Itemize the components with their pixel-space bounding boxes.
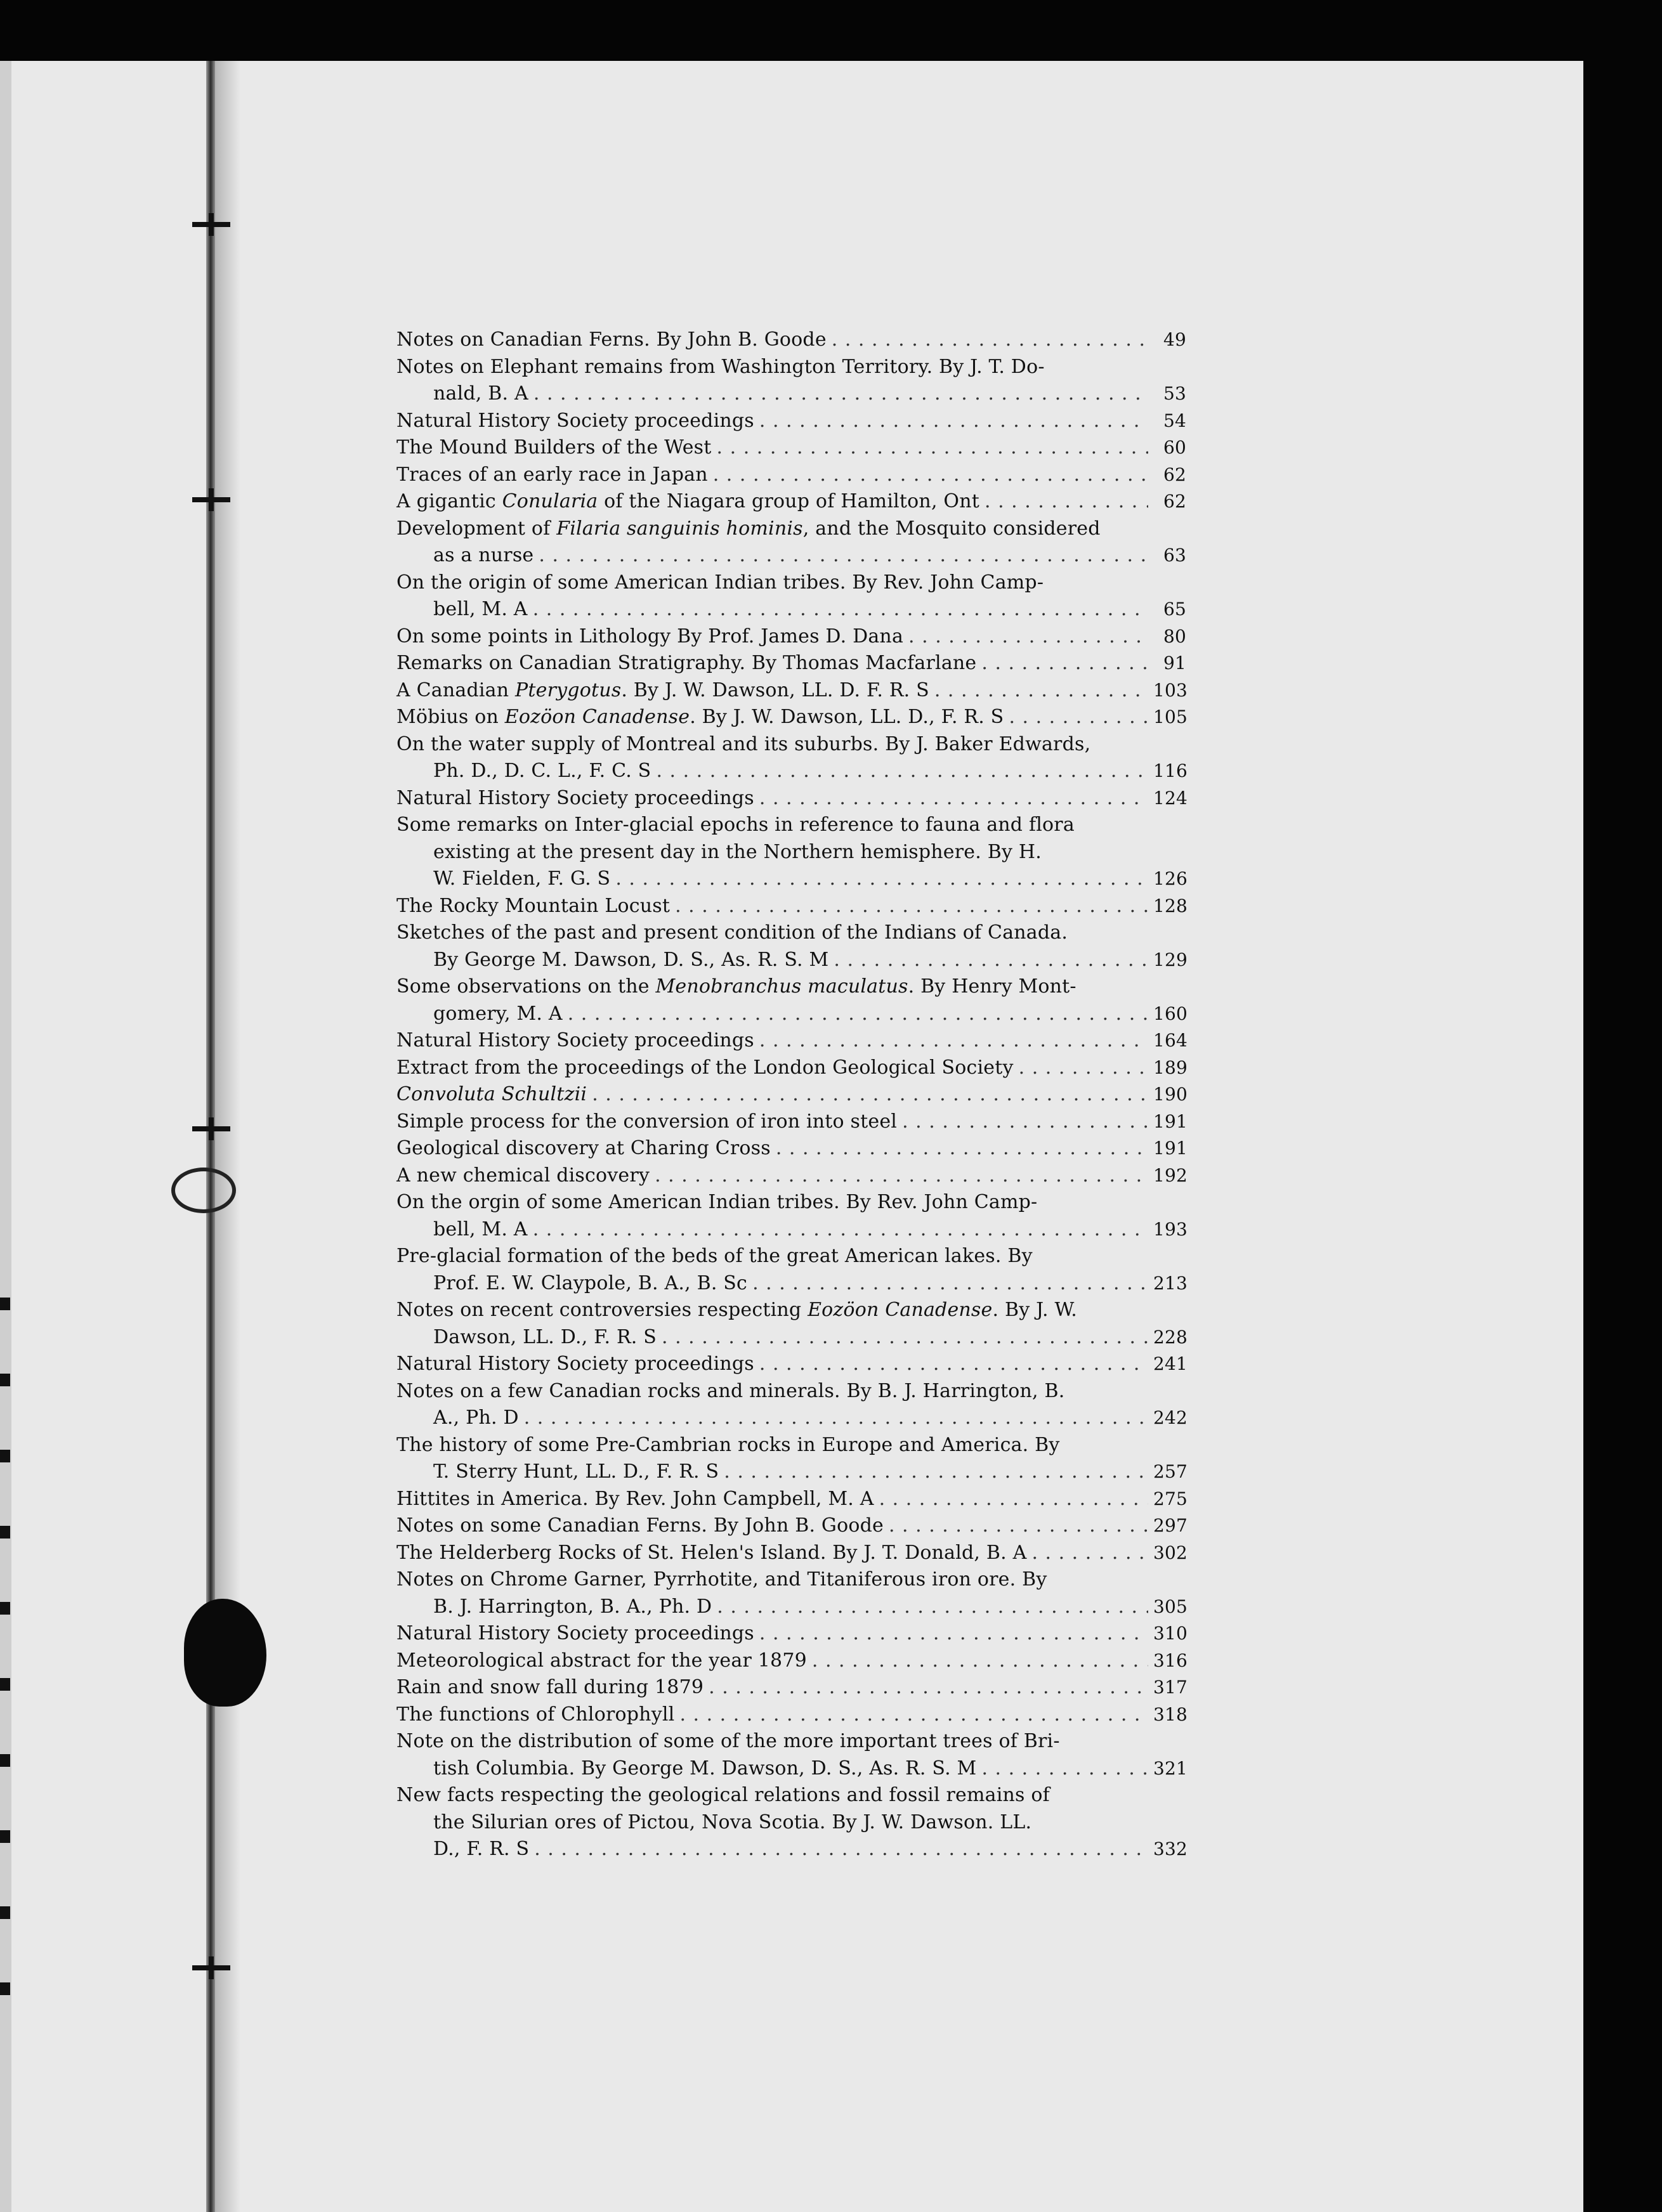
toc-entry [396, 462, 1186, 489]
toc-entry [396, 516, 1186, 569]
toc-entry [396, 973, 1186, 1027]
toc-entry-lastline [396, 1405, 1186, 1432]
toc-entry-lastline [396, 758, 1186, 785]
toc-entry-line: Convoluta Schultzii [396, 1083, 587, 1105]
toc-entry-line: Pre-glacial formation of the beds of the great American lakes. By [396, 1245, 1033, 1267]
page-number: 91 [1163, 653, 1186, 673]
toc-entry [396, 812, 1186, 893]
toc-entry [396, 1243, 1186, 1297]
toc-entry-line: Notes on Canadian Ferns. By John B. Goode [396, 329, 827, 351]
toc-entry-lastline [396, 1701, 1186, 1729]
dot-leader [1009, 704, 1148, 731]
toc-entry-lastline [396, 893, 1186, 920]
dot-leader [759, 1027, 1148, 1055]
dot-leader [717, 434, 1148, 462]
page-number: 190 [1153, 1084, 1188, 1105]
toc-entry-line: B. J. Harrington, B. A., Ph. D [433, 1595, 712, 1618]
dot-leader [534, 1836, 1148, 1863]
dot-leader [812, 1648, 1148, 1675]
dot-leader [524, 1405, 1148, 1432]
page-number: 305 [1153, 1596, 1188, 1617]
dot-leader [902, 1109, 1148, 1136]
toc-entry-lastline [396, 947, 1186, 974]
toc-entry [396, 1540, 1186, 1567]
toc-entry-lastline [396, 1001, 1186, 1028]
page-number: 164 [1153, 1030, 1188, 1051]
dot-leader [759, 408, 1148, 435]
toc-entry-lastline [396, 462, 1186, 489]
toc-entry-line: Notes on recent controversies respecting Eozöon Canadense. By J. W. [396, 1299, 1077, 1321]
toc-entry [396, 1513, 1186, 1540]
page-number: 275 [1153, 1488, 1188, 1509]
toc-entry-lastline [396, 381, 1186, 408]
toc-entry [396, 408, 1186, 435]
toc-entry-line: Development of Filaria sanguinis hominis, and the Mosquito considered [396, 517, 1101, 540]
toc-entry-line: Remarks on Canadian Stratigraphy. By Thomas Macfarlane [396, 652, 977, 674]
toc-entry-lastline [396, 596, 1186, 623]
toc-entry [396, 569, 1186, 623]
toc-entry-line: Prof. E. W. Claypole, B. A., B. Sc [433, 1272, 748, 1294]
toc-entry [396, 1674, 1186, 1701]
toc-entry-line: On the water supply of Montreal and its suburbs. By J. Baker Edwards, [396, 732, 1091, 755]
toc-entry-line: On the orgin of some American Indian tribes. By Rev. John Camp- [396, 1191, 1038, 1213]
toc-entry [396, 1055, 1186, 1082]
toc-entry [396, 1620, 1186, 1648]
toc-entry-line: New facts respecting the geological relations and fossil remains of [396, 1784, 1050, 1806]
toc-entry-lastline [396, 327, 1186, 354]
toc-entry-line: as a nurse [433, 544, 534, 566]
page-number: 60 [1163, 437, 1186, 458]
toc-entry [396, 354, 1186, 408]
page-number: 213 [1153, 1272, 1188, 1294]
toc-entry-line: A., Ph. D [433, 1407, 519, 1429]
page-number: 124 [1153, 787, 1188, 809]
toc-entry-line: Some remarks on Inter-glacial epochs in reference to fauna and flora [396, 814, 1075, 836]
page-number: 116 [1153, 760, 1188, 781]
page-number: 191 [1153, 1138, 1188, 1159]
toc-entry-line: Hittites in America. By Rev. John Campbell, M. A [396, 1487, 874, 1510]
toc-entry-lastline [396, 1513, 1186, 1540]
page-number: 189 [1153, 1057, 1188, 1078]
toc-entry-line: On the origin of some American Indian tribes. By Rev. John Camp- [396, 571, 1044, 594]
page-number: 62 [1163, 464, 1186, 485]
page-number: 310 [1153, 1623, 1188, 1644]
dot-leader [568, 1001, 1148, 1028]
toc-entry-line: nald, B. A [433, 382, 528, 405]
page-number: 49 [1163, 329, 1186, 350]
toc-entry-lastline [396, 1674, 1186, 1701]
dot-leader [1019, 1055, 1148, 1082]
toc-entry [396, 1297, 1186, 1351]
dot-leader [533, 596, 1148, 623]
toc-entry-lastline [396, 1836, 1186, 1863]
page-number: 191 [1153, 1110, 1188, 1132]
toc-entry-line: The Mound Builders of the West [396, 436, 712, 459]
toc-entry-line: The history of some Pre-Cambrian rocks in Europe and America. By [396, 1433, 1060, 1456]
edge-marks [0, 1298, 10, 2059]
toc-entry [396, 1109, 1186, 1136]
toc-entry-lastline [396, 866, 1186, 893]
toc-entry [396, 1432, 1186, 1486]
toc-entry-lastline [396, 1324, 1186, 1351]
toc-entry [396, 434, 1186, 462]
toc-entry-line: existing at the present day in the Northern hemisphere. By H. [433, 840, 1042, 863]
binding-mark [192, 1126, 230, 1131]
paper-mark [171, 1168, 236, 1213]
toc-entry-lastline [396, 1351, 1186, 1378]
toc-entry [396, 677, 1186, 705]
toc-entry-lastline [396, 1270, 1186, 1298]
toc-entry-line: Geological discovery at Charing Cross [396, 1137, 771, 1159]
toc-entry-line: Notes on Chrome Garner, Pyrrhotite, and Titaniferous iron ore. By [396, 1568, 1047, 1591]
toc-entry-lastline [396, 408, 1186, 435]
toc-entry-line: Natural History Society proceedings [396, 409, 754, 432]
dot-leader [759, 1620, 1148, 1648]
page-number: 105 [1153, 706, 1188, 727]
page-number: 318 [1153, 1703, 1188, 1725]
toc-entry-line: Notes on Elephant remains from Washington Territory. By J. T. Do- [396, 355, 1045, 378]
toc-entry [396, 704, 1186, 731]
toc-entry-line: bell, M. A [433, 598, 528, 620]
toc-entry-lastline [396, 677, 1186, 705]
toc-entry-lastline [396, 1755, 1186, 1783]
toc-entry-line: W. Fielden, F. G. S [433, 868, 611, 890]
fold-shadow [215, 61, 240, 2212]
toc-entry-lastline [396, 1486, 1186, 1513]
toc-entry-lastline [396, 1027, 1186, 1055]
toc-entry [396, 1162, 1186, 1190]
dot-leader [985, 488, 1148, 516]
toc-entry-line: Note on the distribution of some of the more important trees of Bri- [396, 1730, 1060, 1752]
dot-leader [709, 1674, 1148, 1701]
toc-entry-lastline [396, 1109, 1186, 1136]
dot-leader [656, 758, 1148, 785]
dot-leader [675, 893, 1148, 920]
dot-leader [981, 1755, 1148, 1783]
toc-entry-line: On some points in Lithology By Prof. James D. Dana [396, 625, 904, 647]
page-number: 129 [1153, 949, 1188, 970]
toc-entry [396, 650, 1186, 677]
dot-leader [655, 1162, 1148, 1190]
toc-entry [396, 1351, 1186, 1378]
toc-entry-lastline [396, 488, 1186, 516]
page-number: 257 [1153, 1461, 1188, 1482]
page-number: 321 [1153, 1757, 1188, 1779]
toc-entry-line: Ph. D., D. C. L., F. C. S [433, 760, 651, 782]
toc-entry-lastline [396, 1081, 1186, 1109]
toc-entry-line: Natural History Society proceedings [396, 1029, 754, 1051]
toc-entry-line: Simple process for the conversion of iron into steel [396, 1110, 898, 1133]
table-of-contents [396, 327, 1186, 1863]
dot-leader [889, 1513, 1148, 1540]
dot-leader [679, 1701, 1148, 1729]
page-number: 128 [1153, 895, 1188, 916]
toc-entry-lastline [396, 785, 1186, 812]
toc-entry-line: A new chemical discovery [396, 1164, 650, 1187]
dot-leader [533, 1216, 1148, 1244]
toc-entry-lastline [396, 1620, 1186, 1648]
page-number: 160 [1153, 1003, 1188, 1024]
page-number: 126 [1153, 868, 1188, 889]
dot-leader [752, 1270, 1148, 1298]
toc-entry-line: Extract from the proceedings of the London Geological Society [396, 1056, 1014, 1079]
page-number: 316 [1153, 1649, 1188, 1671]
toc-entry [396, 1378, 1186, 1432]
page-number: 241 [1153, 1353, 1188, 1374]
toc-entry-line: Notes on some Canadian Ferns. By John B. Goode [396, 1514, 884, 1537]
binding-mark [192, 222, 230, 227]
toc-entry-line: the Silurian ores of Pictou, Nova Scotia. By J. W. Dawson. LL. [433, 1811, 1032, 1833]
toc-entry-line: Traces of an early race in Japan [396, 463, 708, 486]
toc-entry [396, 731, 1186, 785]
toc-entry-lastline [396, 1216, 1186, 1244]
toc-entry [396, 920, 1186, 973]
dot-leader [879, 1486, 1148, 1513]
page-number: 53 [1163, 383, 1186, 404]
toc-entry-line: Natural History Society proceedings [396, 786, 754, 809]
dot-leader [615, 866, 1148, 893]
toc-entry [396, 488, 1186, 516]
dot-leader [717, 1594, 1148, 1621]
toc-entry-lastline [396, 434, 1186, 462]
toc-entry-line: A gigantic Conularia of the Niagara group of Hamilton, Ont [396, 490, 979, 512]
toc-entry [396, 1486, 1186, 1513]
page-number: 242 [1153, 1407, 1188, 1428]
toc-entry [396, 623, 1186, 651]
dot-leader [592, 1081, 1148, 1109]
toc-entry-lastline [396, 1540, 1186, 1567]
dot-leader [759, 1351, 1148, 1378]
page-number: 332 [1153, 1838, 1188, 1859]
toc-entry [396, 1701, 1186, 1729]
toc-entry-line: Sketches of the past and present condition of the Indians of Canada. [396, 921, 1068, 944]
toc-entry [396, 1782, 1186, 1863]
toc-entry [396, 1566, 1186, 1620]
dot-leader [533, 381, 1148, 408]
toc-entry-lastline [396, 1459, 1186, 1486]
toc-entry [396, 785, 1186, 812]
binding-mark [192, 497, 230, 502]
toc-entry-line: T. Sterry Hunt, LL. D., F. R. S [433, 1461, 719, 1483]
toc-entry-line: Dawson, LL. D., F. R. S [433, 1325, 657, 1348]
page-number: 80 [1163, 625, 1186, 647]
toc-entry-lastline [396, 650, 1186, 677]
toc-entry-line: The Rocky Mountain Locust [396, 894, 671, 917]
toc-entry-lastline [396, 1162, 1186, 1190]
page-number: 192 [1153, 1164, 1188, 1186]
dot-leader [832, 327, 1148, 354]
toc-entry [396, 1189, 1186, 1243]
page-number: 54 [1163, 410, 1186, 431]
toc-entry-lastline [396, 1135, 1186, 1162]
toc-entry-lastline [396, 1055, 1186, 1082]
toc-entry [396, 327, 1186, 354]
page-number: 297 [1153, 1515, 1188, 1536]
toc-entry-line: gomery, M. A [433, 1002, 563, 1025]
toc-entry-line: Rain and snow fall during 1879 [396, 1676, 704, 1698]
dot-leader [934, 677, 1148, 705]
toc-entry [396, 1081, 1186, 1109]
toc-entry-lastline [396, 1648, 1186, 1675]
toc-entry-line: Notes on a few Canadian rocks and minerals. By B. J. Harrington, B. [396, 1379, 1065, 1402]
toc-entry-line: The Helderberg Rocks of St. Helen's Island. By J. T. Donald, B. A [396, 1541, 1027, 1564]
dot-leader [776, 1135, 1148, 1162]
toc-entry-line: Natural History Society proceedings [396, 1353, 754, 1375]
toc-entry [396, 893, 1186, 920]
toc-entry-lastline [396, 1594, 1186, 1621]
dot-leader [981, 650, 1148, 677]
toc-entry-line: Some observations on the Menobranchus maculatus. By Henry Mont- [396, 975, 1076, 998]
toc-entry-line: bell, M. A [433, 1218, 528, 1240]
dot-leader [662, 1324, 1148, 1351]
toc-entry-line: By George M. Dawson, D. S., As. R. S. M [433, 948, 829, 971]
toc-entry [396, 1728, 1186, 1782]
toc-entry [396, 1027, 1186, 1055]
dot-leader [724, 1459, 1148, 1486]
page-number: 62 [1163, 491, 1186, 512]
toc-entry-line: The functions of Chlorophyll [396, 1703, 675, 1726]
page-number: 193 [1153, 1218, 1188, 1240]
toc-entry [396, 1648, 1186, 1675]
dot-leader [834, 947, 1148, 974]
page-number: 228 [1153, 1326, 1188, 1348]
toc-entry-line: Meteorological abstract for the year 1879 [396, 1649, 807, 1672]
ink-stain [184, 1599, 266, 1707]
toc-entry-lastline [396, 542, 1186, 569]
dot-leader [908, 623, 1148, 651]
binding-mark [192, 1965, 230, 1970]
dot-leader [713, 462, 1148, 489]
toc-entry [396, 1135, 1186, 1162]
page-number: 65 [1163, 599, 1186, 620]
toc-entry-line: Natural History Society proceedings [396, 1622, 754, 1644]
toc-entry-line: A Canadian Pterygotus. By J. W. Dawson, LL. D. F. R. S [396, 679, 929, 701]
page-number: 317 [1153, 1677, 1188, 1698]
toc-entry-lastline [396, 704, 1186, 731]
page-number: 302 [1153, 1542, 1188, 1563]
toc-entry-line: Möbius on Eozöon Canadense. By J. W. Dawson, LL. D., F. R. S [396, 706, 1004, 728]
page-number: 63 [1163, 545, 1186, 566]
toc-entry-lastline [396, 623, 1186, 651]
dot-leader [1031, 1540, 1148, 1567]
dot-leader [759, 785, 1148, 812]
toc-entry-line: tish Columbia. By George M. Dawson, D. S., As. R. S. M [433, 1757, 977, 1779]
page-number: 103 [1153, 679, 1188, 701]
toc-entry-line: D., F. R. S [433, 1838, 530, 1860]
dot-leader [539, 542, 1148, 569]
